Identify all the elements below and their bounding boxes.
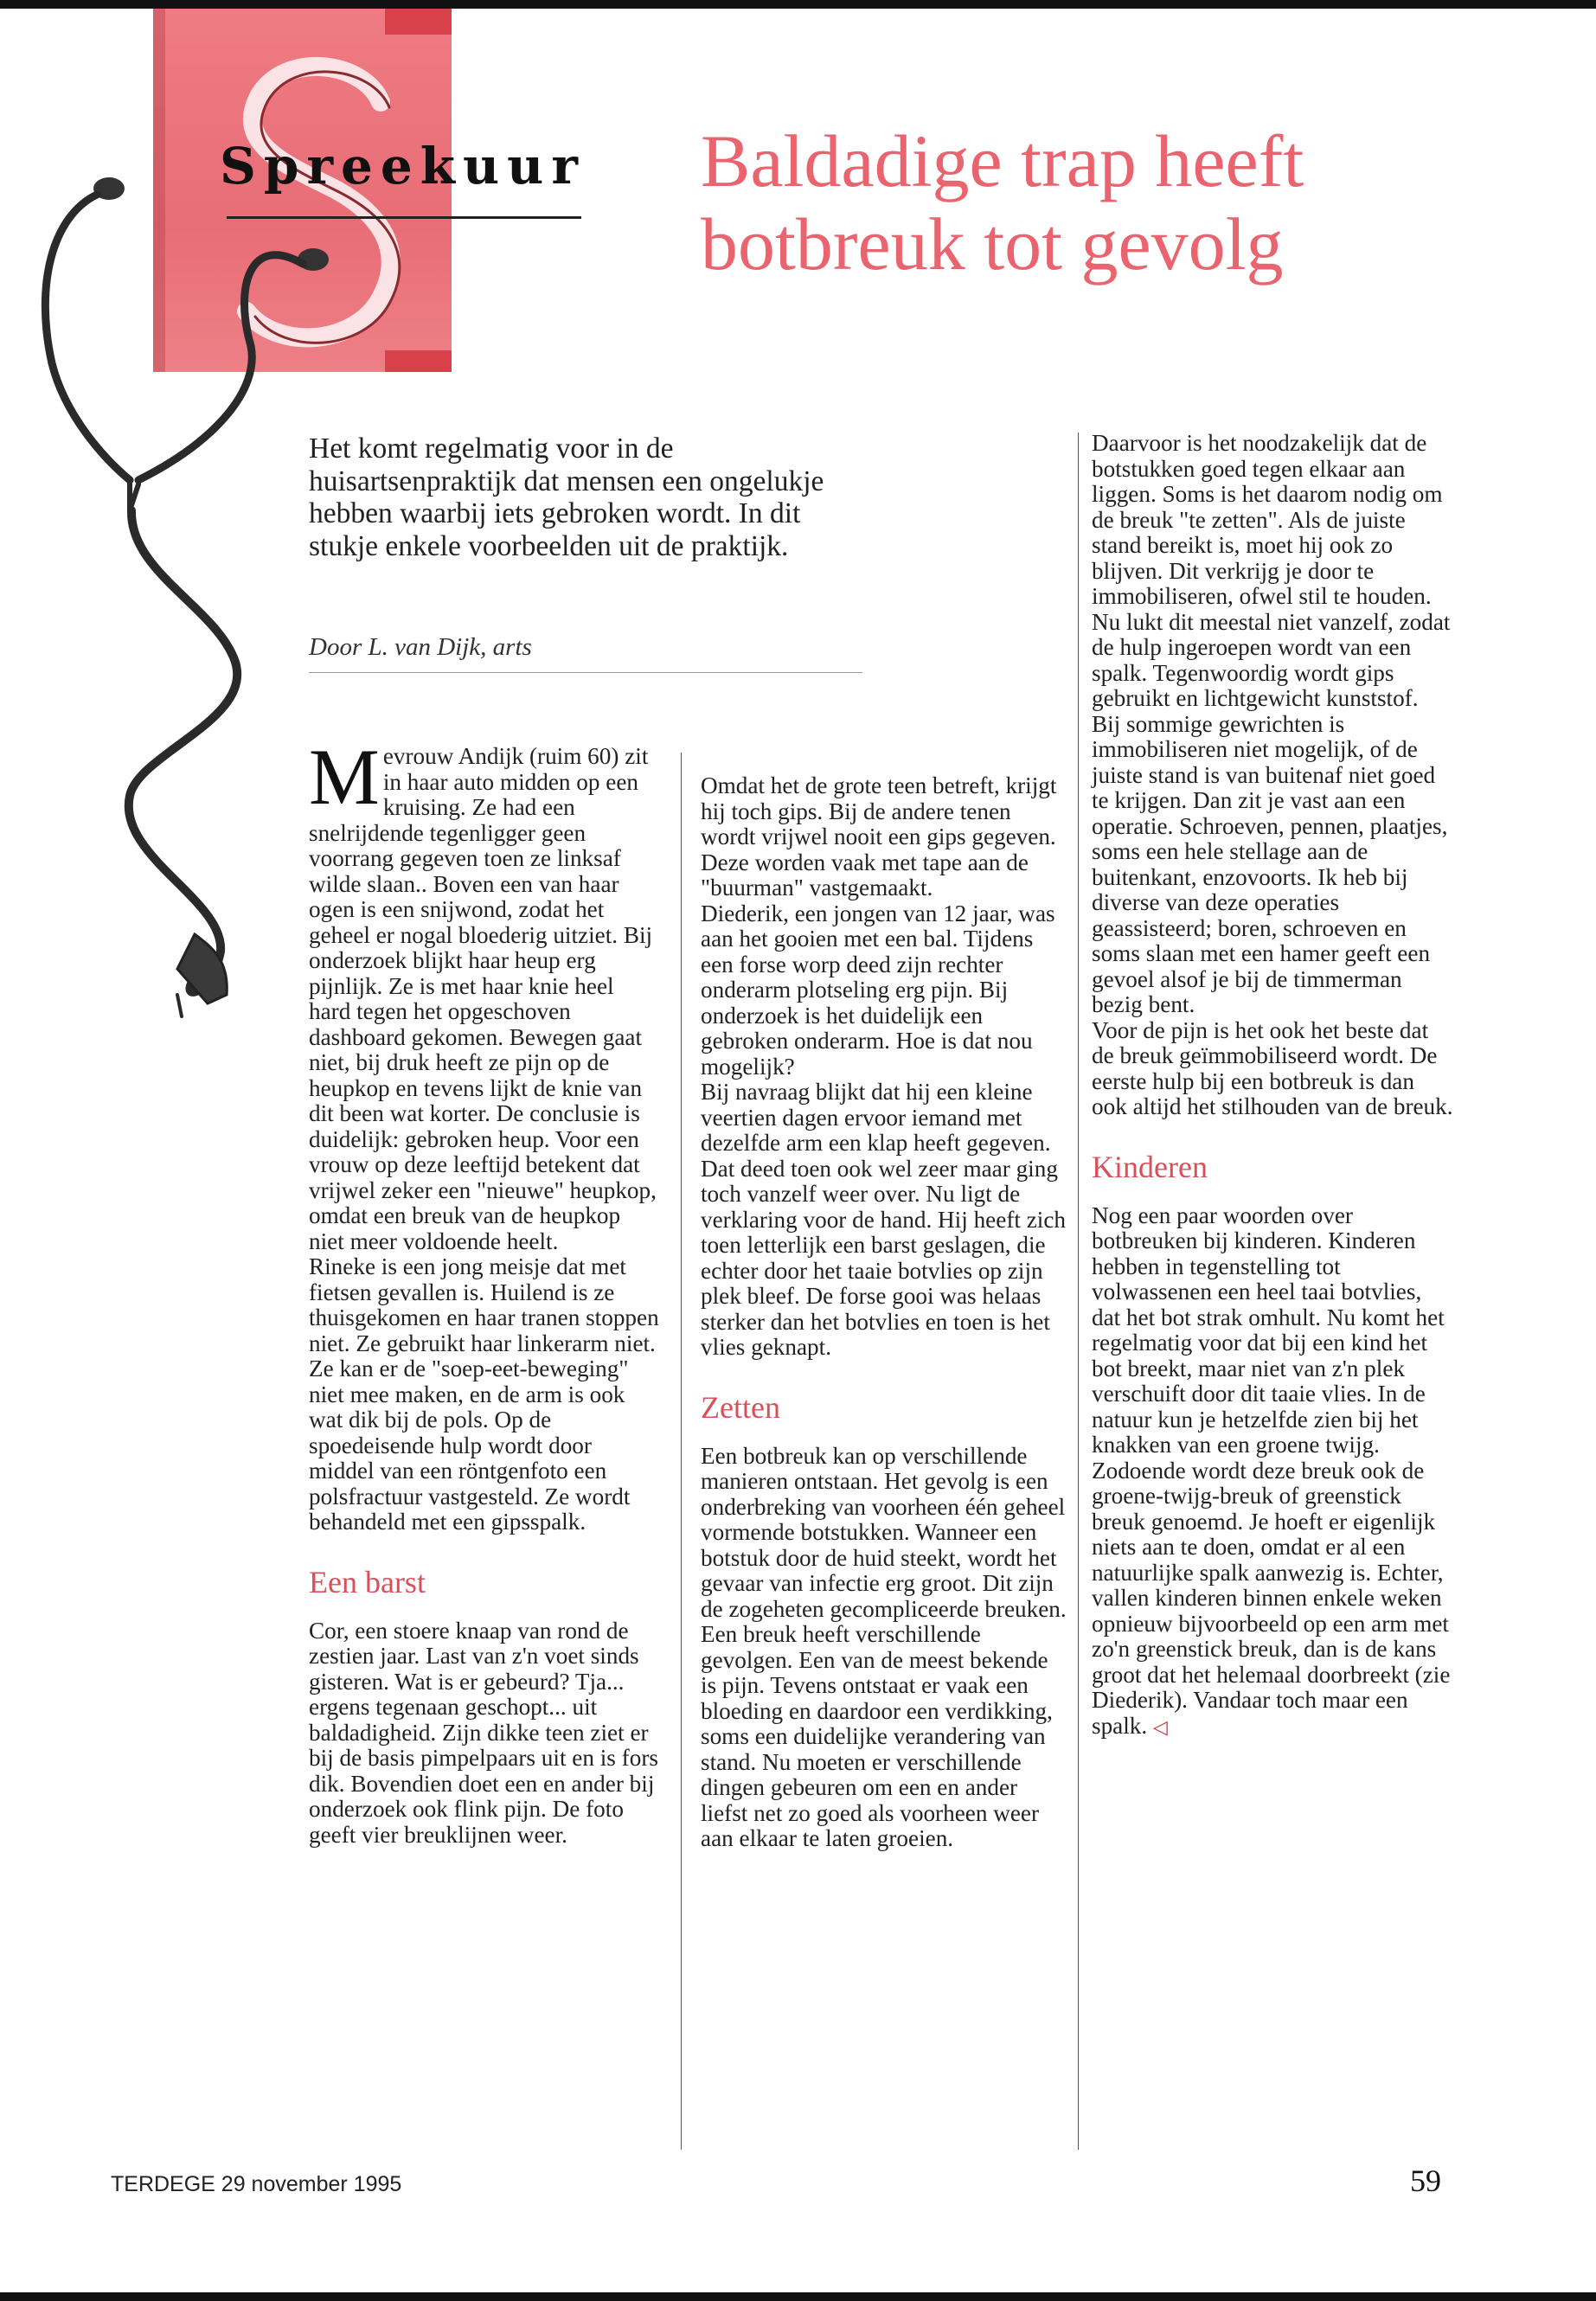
article-byline: Door L. van Dijk, arts [309, 633, 532, 661]
paragraph-kinderen [1092, 1203, 1455, 1740]
paragraph-gevolgen: Een breuk heeft verschillende gevolgen. Een van de meest bekende is pijn. Tevens ontstaat er vaak een bloeding en daardoor een verdikking, soms een duidelijke verandering van stand. Nu moeten er verschillende dingen gebeuren om een en ander liefst net zo goed als voorheen weer aan elkaar te laten groeien. [701, 1621, 1053, 1851]
paragraph-navraag: Bij navraag blijkt dat hij een kleine veertien dagen ervoor iemand met dezelfde arm een klap heeft gegeven. Dat deed toen ook wel zeer maar ging toch vanzelf weer over. Nu ligt de verklaring voor de hand. Hij heeft zich toen letterlijk een barst geslagen, die echter door het taaie botvlies op zijn plek bleef. De forse gooi was helaas sterker dan het botvlies en toen is het vlies geknapt. [701, 1079, 1067, 1360]
rubric-title: Spreekuur [220, 137, 586, 195]
article-headline [701, 119, 1479, 285]
paragraph-pijn: Voor de pijn is het ook het beste dat de breuk geïmmobiliseerd wordt. De eerste hulp bij een botbreuk is dan ook altijd het stilhouden van de breuk. [1092, 1016, 1453, 1119]
column-divider-2 [1078, 433, 1079, 2150]
page-number: 59 [1410, 2163, 1441, 2198]
paragraph-rineke: Rineke is een jong meisje dat met fietsen gevallen is. Huilend is ze thuisgekomen en haar tranen stoppen niet. Ze gebruikt haar linkerarm niet. Ze kan er de "soep-eet-beweging" niet mee maken, en de arm is ook wat dik bij de pols. Op de spoedeisende hulp wordt door middel van een röntgenfoto een polsfractuur vastgesteld. Ze wordt behandeld met een gipsspalk. [309, 1253, 659, 1535]
subheading-een-barst: Een barst [309, 1564, 426, 1599]
paragraph-text: Nog een paar woorden over botbreuken bij kinderen. Kinderen hebben in tegenstelling tot volwassenen een heel taai botvlies, dat het bot strak omhult. Nu komt het regelmatig voor dat bij een kind het bot breekt, maar niet van z'n plek verschuift door dit taaie vlies. In de natuur kun je hetzelfde zien bij het knakken van een groene twijg. Zodoende wordt deze breuk ook de groene-twijg-breuk of greenstick breuk genoemd. Je hoeft er eigenlijk niets aan te doen, omdat er al een natuurlijke spalk aanwezig is. Echter, vallen kinderen binnen enkele weken opnieuw bijvoorbeeld op een arm met zo'n greenstick breuk, dan is de kans groot dat het helemaal doorbreekt (zie Diederik). Vandaar toch maar een spalk. [1092, 1202, 1451, 1739]
drop-cap: M [309, 733, 380, 821]
bottom-border [0, 2292, 1596, 2301]
body-column-2 [701, 773, 1068, 1852]
headline-line-1: Baldadige trap heeft [701, 119, 1304, 202]
column-divider-1 [681, 753, 682, 2150]
end-mark-icon: ◁ [1152, 1715, 1168, 1738]
paragraph-andijk [309, 733, 659, 1254]
subheading-zetten: Zetten [701, 1389, 780, 1425]
paragraph-text: evrouw Andijk (ruim 60) zit in haar auto midden op een kruising. Ze had een snelrijdende tegenligger geen voorrang gegeven toen ze linksaf wilde slaan.. Boven een van haar ogen is een snijwond, zodat het geheel er nogal bloederig uitziet. Bij onderzoek blijkt haar heup erg pijnlijk. Ze is met haar knie heel hard tegen het opgeschoven dashboard gekomen. Bewegen gaat niet, bij druk heeft ze pijn op de heupkop en tevens lijkt de knie van dit been wat korter. De conclusie is duidelijk: gebroken heup. Voor een vrouw op deze leeftijd betekent dat vrijwel zeker een "nieuwe" heupkop, omdat een breuk van de heupkop niet meer voldoende heelt. [309, 743, 657, 1254]
paragraph-zetten-vervolg: Daarvoor is het noodzakelijk dat de botstukken goed tegen elkaar aan liggen. Soms is het daarom nodig om de breuk "te zetten". Als de juiste stand bereikt is, moet hij ook zo blijven. Dit verkrijg je door te immobiliseren, ofwel stil te houden. Nu lukt dit meestal niet vanzelf, zodat de hulp ingeroepen wordt van een spalk. Tegenwoordig wordt gips gebruikt en lichtgewicht kunststof. [1092, 430, 1451, 711]
body-column-1 [309, 733, 659, 1848]
big-s-letter-icon [247, 67, 400, 343]
stethoscope-icon [45, 177, 329, 1016]
byline-rule [309, 672, 862, 673]
headline-line-2: botbreuk tot gevolg [701, 202, 1284, 285]
paragraph-diederik: Diederik, een jongen van 12 jaar, was aan het gooien met een bal. Tijdens een forse worp deed zijn rechter onderarm plotseling erg pijn. Bij onderzoek is het duidelijk een gebroken onderarm. Hoe is dat nou mogelijk? [701, 900, 1055, 1080]
subheading-kinderen: Kinderen [1092, 1149, 1208, 1184]
article-intro: Het komt regelmatig voor in de huisartsenpraktijk dat mensen een ongelukje hebben waarbij iets gebroken wordt. In dit stukje enkele voorbeelden uit de praktijk. [309, 433, 824, 562]
paragraph-grote-teen: Omdat het de grote teen betreft, krijgt hij toch gips. Bij de andere tenen wordt vrijwel nooit een gips gegeven. Deze worden vaak met tape aan de "buurman" vastgemaakt. [701, 772, 1057, 901]
paragraph-botbreuk-ontstaan: Een botbreuk kan op verschillende manieren ontstaan. Het gevolg is een onderbreking van voorheen één geheel vormende botstukken. Wanneer een botstuk door de huid steekt, wordt het gevaar van infectie erg groot. Dit zijn de zogeheten gecompliceerde breuken. [701, 1442, 1067, 1622]
footer-publication: TERDEGE 29 november 1995 [111, 2172, 402, 2196]
body-column-3 [1092, 431, 1455, 1740]
paragraph-operatie: Bij sommige gewrichten is immobiliseren niet mogelijk, of de juiste stand is van buitenaf niet goed te krijgen. Dan zit je vast aan een operatie. Schroeven, pennen, plaatjes, soms een hele stellage aan de buitenkant, enzovoorts. Ik heb bij diverse van deze operaties geassisteerd; boren, schroeven en soms slaan met een hamer geeft een gevoel alsof je bij de timmerman bezig bent. [1092, 710, 1448, 1017]
rubric-underline [227, 216, 581, 219]
paragraph-cor: Cor, een stoere knaap van rond de zestien jaar. Last van z'n voet sinds gisteren. Wat is er gebeurd? Tja... ergens tegenaan geschopt... uit baldadigheid. Zijn dikke teen ziet er bij de basis pimpelpaars uit en is fors dik. Bovendien doet een en ander bij onderzoek ook flink pijn. De foto geeft vier breuklijnen weer. [309, 1617, 658, 1848]
